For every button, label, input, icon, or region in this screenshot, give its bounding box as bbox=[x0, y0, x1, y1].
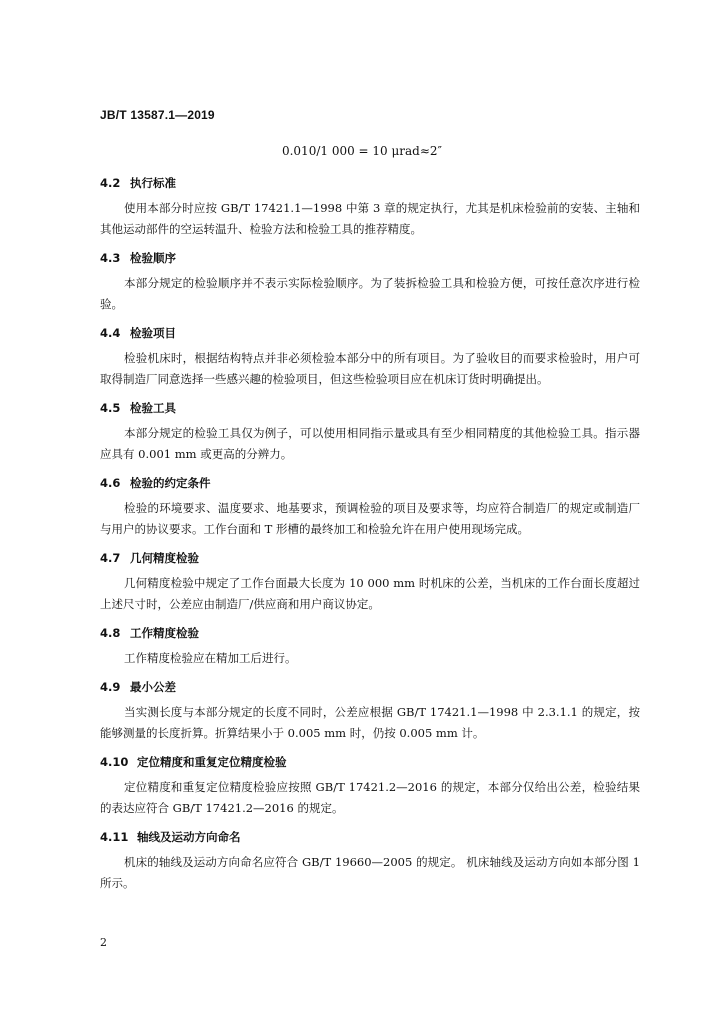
section-4-9 bbox=[100, 675, 640, 744]
document-body bbox=[100, 171, 640, 900]
section-heading bbox=[100, 396, 640, 421]
section-number: 4.4 bbox=[100, 326, 121, 340]
section-heading bbox=[100, 246, 640, 271]
section-heading bbox=[100, 471, 640, 496]
section-paragraph: 检验机床时，根据结构特点并非必须检验本部分中的所有项目。为了验收目的而要求检验时，用户可取得制造厂同意选择一些感兴趣的检验项目，但这些检验项目应在机床订货时明确提出。 bbox=[100, 351, 640, 386]
section-heading bbox=[100, 825, 640, 850]
section-paragraph: 使用本部分时应按 GB/T 17421.1—1998 中第 3 章的规定执行，尤其是机床检验前的安装、主轴和其他运动部件的空运转温升、检验方法和检验工具的推荐精度。 bbox=[100, 201, 640, 236]
section-paragraph: 工作精度检验应在精加工后进行。 bbox=[124, 651, 297, 665]
section-4-7 bbox=[100, 546, 640, 615]
section-4-6 bbox=[100, 471, 640, 540]
section-heading bbox=[100, 171, 640, 196]
section-title: 检验项目 bbox=[130, 326, 176, 340]
section-paragraph: 几何精度检验中规定了工作台面最大长度为 10 000 mm 时机床的公差，当机床的工作台面长度超过上述尺寸时，公差应由制造厂/供应商和用户商议协定。 bbox=[100, 576, 640, 611]
section-title: 检验顺序 bbox=[130, 251, 176, 265]
section-heading bbox=[100, 321, 640, 346]
section-paragraph: 本部分规定的检验顺序并不表示实际检验顺序。为了装拆检验工具和检验方便，可按任意次序进行检验。 bbox=[100, 276, 640, 311]
section-title: 最小公差 bbox=[130, 680, 176, 694]
section-number: 4.11 bbox=[100, 830, 129, 844]
section-title: 轴线及运动方向命名 bbox=[137, 830, 241, 844]
section-4-10 bbox=[100, 750, 640, 819]
section-4-11 bbox=[100, 825, 640, 894]
section-heading bbox=[100, 621, 640, 646]
section-number: 4.2 bbox=[100, 176, 121, 190]
section-heading bbox=[100, 750, 640, 775]
document-code-header: JB/T 13587.1—2019 bbox=[100, 108, 215, 122]
section-title: 执行标准 bbox=[130, 176, 176, 190]
section-paragraph: 本部分规定的检验工具仅为例子，可以使用相同指示量或具有至少相同精度的其他检验工具。指示器应具有 0.001 mm 或更高的分辨力。 bbox=[100, 426, 640, 461]
section-paragraph: 当实测长度与本部分规定的长度不同时，公差应根据 GB/T 17421.1—1998 中 2.3.1.1 的规定，按能够测量的长度折算。折算结果小于 0.005 mm 时，仍按 0.005 mm 计。 bbox=[100, 705, 640, 740]
section-4-8 bbox=[100, 621, 640, 669]
section-paragraph: 检验的环境要求、温度要求、地基要求，预调检验的项目及要求等，均应符合制造厂的规定或制造厂与用户的协议要求。工作台面和 T 形槽的最终加工和检验允许在用户使用现场完成。 bbox=[100, 501, 640, 536]
section-number: 4.7 bbox=[100, 551, 121, 565]
formula-line: 0.010/1 000 = 10 μrad≈2″ bbox=[281, 144, 443, 158]
section-heading bbox=[100, 675, 640, 700]
section-number: 4.8 bbox=[100, 626, 121, 640]
section-number: 4.10 bbox=[100, 755, 129, 769]
section-4-2 bbox=[100, 171, 640, 240]
section-paragraph: 机床的轴线及运动方向命名应符合 GB/T 19660—2005 的规定。 机床轴线及运动方向如本部分图 1 所示。 bbox=[100, 855, 640, 890]
section-number: 4.5 bbox=[100, 401, 121, 415]
section-title: 检验工具 bbox=[130, 401, 176, 415]
section-paragraph: 定位精度和重复定位精度检验应按照 GB/T 17421.2—2016 的规定，本部分仅给出公差，检验结果的表达应符合 GB/T 17421.2—2016 的规定。 bbox=[100, 780, 640, 815]
section-number: 4.6 bbox=[100, 476, 121, 490]
section-heading bbox=[100, 546, 640, 571]
section-number: 4.9 bbox=[100, 680, 121, 694]
section-title: 几何精度检验 bbox=[130, 551, 199, 565]
section-title: 定位精度和重复定位精度检验 bbox=[137, 755, 287, 769]
section-4-3 bbox=[100, 246, 640, 315]
section-4-5 bbox=[100, 396, 640, 465]
section-title: 工作精度检验 bbox=[130, 626, 199, 640]
section-title: 检验的约定条件 bbox=[130, 476, 211, 490]
section-number: 4.3 bbox=[100, 251, 121, 265]
page-number: 2 bbox=[100, 936, 107, 949]
section-4-4 bbox=[100, 321, 640, 390]
